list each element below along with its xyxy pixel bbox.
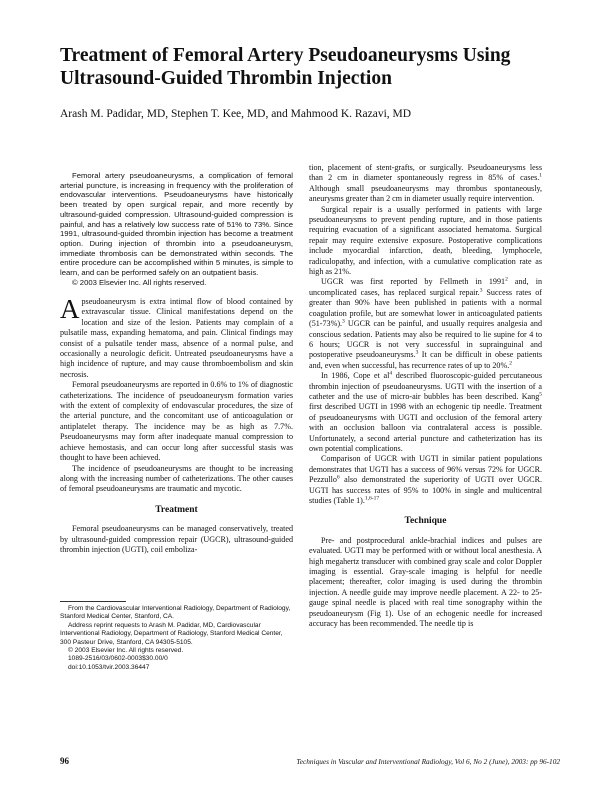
citation: 1,6-17 xyxy=(364,495,380,502)
citation: 3 xyxy=(479,287,483,294)
body-paragraph: The incidence of pseudoaneurysms are thought to be increasing along with the increasing number of catheterizations. The other causes of femoral pseudoaneurysms are traumatic and mycotic. xyxy=(60,463,293,494)
body-paragraph: Femoral pseudoaneurysms are reported in 0.6% to 1% of diagnostic catheterizations. The incidence of pseudoaneurysm formation varies with the extent of complexity of endovascular procedures, the size of the arterial puncture, and the concomitant use of anticoagulation or antiplatelet therapy. The incidence may be as high as 7.7%. Pseudoaneurysms may form after inadequate manual compression to achieve hemostasis, and can occur long after successful stasis was thought to have been achieved. xyxy=(60,380,293,463)
body-paragraph: In 1986, Cope et $al^4$ described fluoroscopic-guided percutaneous thrombin injection of pseudoaneurysms. UGTI with the insertion of a catheter and the use of micro-air bubbles has been described. Kang$^5$ first described UGTI in 1998 with an echogenic tip needle. Treatment of pseudoaneurysms with UGTI and occlusion of the femoral artery with an occlusion balloon via contralateral access is possible. Unfortunately, a second arterial puncture and catheterization has its own potential complications. xyxy=(309,370,542,453)
body-paragraph: Femoral pseudoaneurysms can be managed conservatively, treated by ultrasound-guided compression repair (UGCR), ultrasound-guided thrombin injection (UGTI), coil emboliza- xyxy=(60,524,293,554)
body-paragraph: Comparison of UGCR with UGTI in similar patient populations demonstrates that UGTI has a success of 96% versus 72% for UGCR. Pezzullo$^6$ also demonstrated the superiority of UGTI over UGCR. UGTI has success rates of 95% to 100% in single and multicentral studies (Table 1).$^{1,6-17}$ xyxy=(309,454,542,505)
article-title: Treatment of Femoral Artery Pseudoaneurysms Using Ultrasound-Guided Thrombin Injection xyxy=(60,45,511,89)
abstract xyxy=(60,171,293,287)
citation: 4 xyxy=(389,370,393,377)
footnote-copyright: © 2003 Elsevier Inc. All rights reserved. xyxy=(68,647,184,655)
footnote-doi: doi:10.1053/tvir.2003.36447 xyxy=(68,663,150,671)
intro-paragraph xyxy=(60,294,293,380)
journal-citation: Techniques in Vascular and Interventional Radiology, Vol 6, No 2 (June), 2003: pp 96-102 xyxy=(296,757,560,766)
author-list: Arash M. Padidar, MD, Stephen T. Kee, MD, and Mahmood K. Razavi, MD xyxy=(60,108,412,120)
abstract-text: Femoral artery pseudoaneurysms, a complication of femoral arterial puncture, is increasing in frequency with the proliferation of endovascular interventions. Pseudoaneurysms have historically been treated by open surgical repair, and more recently by ultrasound-guided compression. Ultrasound-guided compression is painful, and has a relatively low success rate of 51% to 73%. Since 1991, ultrasound-guided thrombin injection has become a treatment option. During injection of thrombin into a pseudoaneurysm, immediate thrombosis can be demonstrated within seconds. The entire procedure can be accomplished within 5 minutes, is simple to learn, and can be performed safely on an outpatient basis. xyxy=(60,171,293,278)
body-paragraph: Pre- and postprocedural ankle-brachial indices and pulses are evaluated. UGTI may be performed with or without local anesthesia. A high megahertz transducer with combined gray scale and color Doppler imaging is essential. Gray-scale imaging is helpful for needle placement; thereafter, color imaging is used during the thrombin injection. A needle guide may improve needle placement. A 22- to 25-gauge spinal needle is placed with real time sonography within the pseudoaneurysm (Fig 1). Use of an echogenic needle for increased accuracy has been recommended. The needle tip is xyxy=(309,535,542,629)
citation: 5 xyxy=(539,391,542,398)
section-heading-technique: Technique xyxy=(404,516,447,527)
citation: 2 xyxy=(505,276,508,283)
body-paragraph: Surgical repair is a usually performed in patients with large pseudoaneurysms to prevent pending rupture, and in those patients requiring evacuation of a significant associated hematoma. Surgical repair may require extensive exposure. Postoperative complications include myocardial infarction, death, bleeding, lymphocele, radiculopathy, and infection, with a cumulative complication rate as high as 21%. xyxy=(309,204,542,277)
citation: 3 xyxy=(415,349,419,356)
abstract-copyright: © 2003 Elsevier Inc. All rights reserved. xyxy=(72,277,207,287)
citation: 1 xyxy=(539,172,542,179)
footnote-issn: 1089-2516/03/0602-0003$30.00/0 xyxy=(68,655,168,663)
right-column xyxy=(309,163,542,629)
footnotes xyxy=(60,605,293,672)
citation: 6 xyxy=(336,474,340,481)
intro-text: pseudoaneurysm is extra intimal flow of blood contained by extravascular tissue. Clinical manifestations depend on the location and size of the lesion. Patients may complain of a pulsatile mass, expanding hematoma, and pain. Clinical findings may consist of a pulsatile tender mass, absence of a normal pulse, and occasionally a neurologic deficit. Untreated pseudoaneurysms have a high incidence of rupture, and may cause thromboembolism and skin necrosis. xyxy=(60,297,293,379)
left-column xyxy=(60,294,293,555)
footnote-divider xyxy=(60,601,126,602)
footnote-address: Address reprint requests to Arash M. Padidar, MD, Cardiovascular Interventional Radiology, Department of Radiology, Stanford Medical Center, 300 Pasteur Drive, Stanford, CA 94305-5105. xyxy=(60,621,283,646)
citation: 3 xyxy=(342,318,345,325)
body-paragraph: UGCR was first reported by Fellmeth in 1991$^2$ and, in uncomplicated cases, has replaced surgical repair.$^3$ Success rates of greater than 90% have been published in patients with a normal coagulation profile, but are somewhat lower in anticoagulated patients (51-73%).$^3$ UGCR can be painful, and usually requires analgesia and conscious sedation. Patients may also be required to lie supine for 4 to 6 hours; UGCR is not very successful in suprainguinal and postoperative pseudoaneurysms.$^3$ It can be difficult in obese patients and, even when successful, has recurrence rates of up to 20%.$^2$ xyxy=(309,276,542,370)
citation: 2 xyxy=(509,360,512,367)
drop-cap: A xyxy=(60,294,80,324)
body-paragraph: tion, placement of stent-grafts, or surgically. Pseudoaneurysms less than 2 cm in diameter spontaneously regress in 85% of cases.$^1$ Although small pseudoaneurysms may thrombus spontaneously, aneurysms greater than 2 cm in diameter usually require intervention. xyxy=(309,163,542,204)
page-number: 96 xyxy=(60,756,69,766)
footnote-affiliation: From the Cardiovascular Interventional Radiology, Department of Radiology, Stanford Medical Center, Stanford, CA. xyxy=(60,605,291,621)
section-heading-treatment: Treatment xyxy=(155,504,198,515)
